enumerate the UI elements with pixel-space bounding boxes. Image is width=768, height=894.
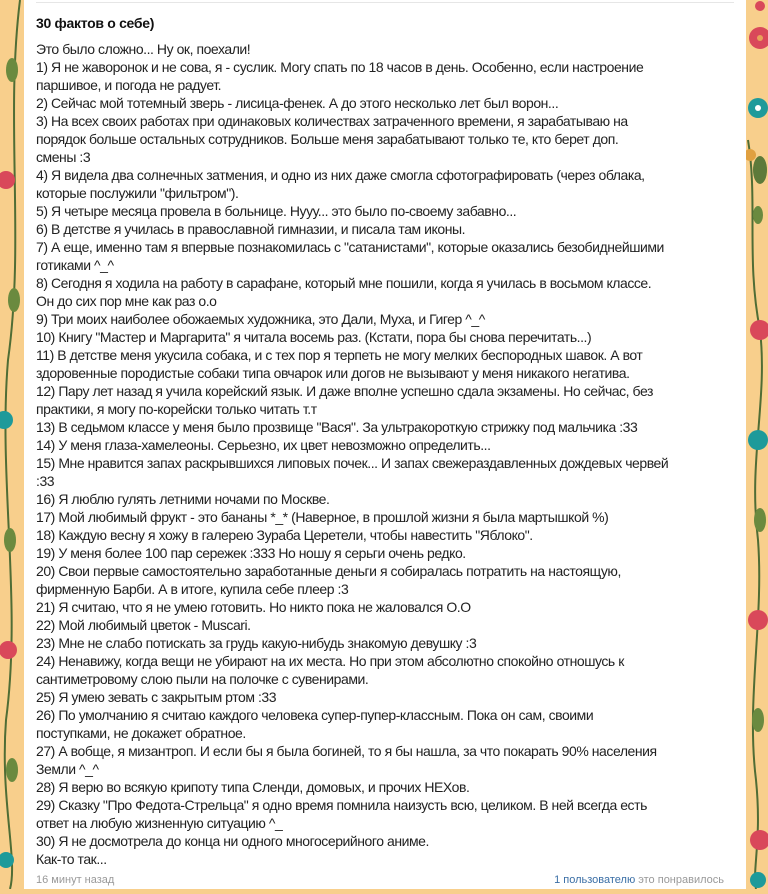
- blog-post: [24, 0, 746, 889]
- fact-item: 24) Ненавижу, когда вещи не убирают на их места. Но при этом абсолютно спокойно отношусь к сантиметровому слою пыли на полочке с сувенирами.: [36, 653, 624, 687]
- fact-item: 17) Мой любимый фрукт - это бананы *_* (Наверное, в прошлой жизни я была мартышкой %): [36, 509, 609, 525]
- floral-pattern-icon: [746, 0, 768, 889]
- post-footer: [36, 874, 724, 887]
- fact-item: 18) Каждую весну я хожу в галерею Зураба Церетели, чтобы навестить "Яблоко".: [36, 527, 533, 543]
- fact-item: 19) У меня более 100 пар сережек :333 Но ношу я серьги очень редко.: [36, 545, 466, 561]
- likes-text: это понравилось: [635, 874, 724, 886]
- floral-pattern-icon: [0, 0, 24, 889]
- fact-item: 26) По умолчанию я считаю каждого человека супер-пупер-классным. Пока он сам, своими поступками, не докажет обратное.: [36, 707, 594, 741]
- floral-background-right: [746, 0, 768, 889]
- post-body: [36, 40, 746, 868]
- fact-item: 2) Сейчас мой тотемный зверь - лисица-фенек. А до этого несколько лет был ворон...: [36, 95, 559, 111]
- likes-info: [554, 874, 724, 887]
- fact-item: 14) У меня глаза-хамелеоны. Серьезно, их цвет невозможно определить...: [36, 437, 491, 453]
- fact-item: 22) Мой любимый цветок - Muscari.: [36, 617, 251, 633]
- fact-item: 6) В детстве я училась в православной гимназии, и писала там иконы.: [36, 221, 466, 237]
- likes-users-link[interactable]: 1 пользователю: [554, 874, 636, 886]
- fact-item: 9) Три моих наиболее обожаемых художника, это Дали, Муха, и Гигер ^_^: [36, 311, 485, 327]
- floral-background-left: [0, 0, 24, 889]
- fact-item: 29) Сказку "Про Федота-Стрельца" я одно время помнила наизусть всю, целиком. В ней всегда есть ответ на любую жизненную ситуацию ^_: [36, 797, 647, 831]
- fact-item: 25) Я умею зевать с закрытым ртом :33: [36, 689, 277, 705]
- post-timestamp[interactable]: 16 минут назад: [36, 874, 115, 886]
- fact-item: 1) Я не жаворонок и не сова, я - суслик. Могу спать по 18 часов в день. Особенно, если настроение паршивое, и погода не радует.: [36, 59, 644, 93]
- post-intro: Это было сложно... Ну ок, поехали!: [36, 41, 251, 57]
- fact-item: 4) Я видела два солнечных затмения, и одно из них даже смогла сфотографировать (через облака, которые послужили "фильтром").: [36, 167, 645, 201]
- post-title[interactable]: 30 фактов о себе): [36, 15, 155, 31]
- fact-item: 12) Пару лет назад я учила корейский язык. И даже вполне успешно сдала экзамены. Но сейчас, без практики, я могу по-корейски только читать т.т: [36, 383, 653, 417]
- fact-item: 30) Я не досмотрела до конца ни одного многосерийного аниме.: [36, 833, 429, 849]
- post-outro: Как-то так...: [36, 851, 107, 867]
- fact-item: 3) На всех своих работах при одинаковых количествах затраченного времени, я зарабатываю на порядок больше остальных сотрудников. Больше меня зарабатывают только те, кто берет доп. смены :3: [36, 113, 628, 165]
- fact-item: 23) Мне не слабо потискать за грудь какую-нибудь знакомую девушку :3: [36, 635, 477, 651]
- fact-item: 8) Сегодня я ходила на работу в сарафане, который мне пошили, когда я училась в восьмом классе. Он до сих пор мне как раз о.о: [36, 275, 652, 309]
- fact-item: 10) Книгу "Мастер и Маргарита" я читала восемь раз. (Кстати, пора бы снова перечитать...): [36, 329, 592, 345]
- fact-item: 7) А еще, именно там я впервые познакомилась с "сатанистами", которые оказались безобиднейшими готиками ^_^: [36, 239, 664, 273]
- fact-item: 15) Мне нравится запах раскрывшихся липовых почек... И запах свежераздавленных дождевых червей :33: [36, 455, 669, 489]
- fact-item: 13) В седьмом классе у меня было прозвище "Вася". За ультракороткую стрижку под мальчика :33: [36, 419, 638, 435]
- fact-item: 28) Я верю во всякую крипоту типа Сленди, домовых, и прочих НЕХов.: [36, 779, 470, 795]
- divider: [36, 2, 734, 3]
- fact-item: 21) Я считаю, что я не умею готовить. Но никто пока не жаловался О.О: [36, 599, 471, 615]
- fact-item: 11) В детстве меня укусила собака, и с тех пор я терпеть не могу мелких беспородных шавок. А вот здоровенные породистые собаки типа овчарок или догов не вызывают у меня никакого негатива.: [36, 347, 643, 381]
- facts-list: [36, 58, 746, 850]
- fact-item: 16) Я люблю гулять летними ночами по Москве.: [36, 491, 330, 507]
- fact-item: 5) Я четыре месяца провела в больнице. Нууу... это было по-своему забавно...: [36, 203, 517, 219]
- fact-item: 27) А вобще, я мизантроп. И если бы я была богиней, то я бы нашла, за что покарать 90% населения Земли ^_^: [36, 743, 657, 777]
- fact-item: 20) Свои первые самостоятельно заработанные деньги я собиралась потратить на настоящую, фирменную Барби. А в итоге, купила себе плеер :3: [36, 563, 621, 597]
